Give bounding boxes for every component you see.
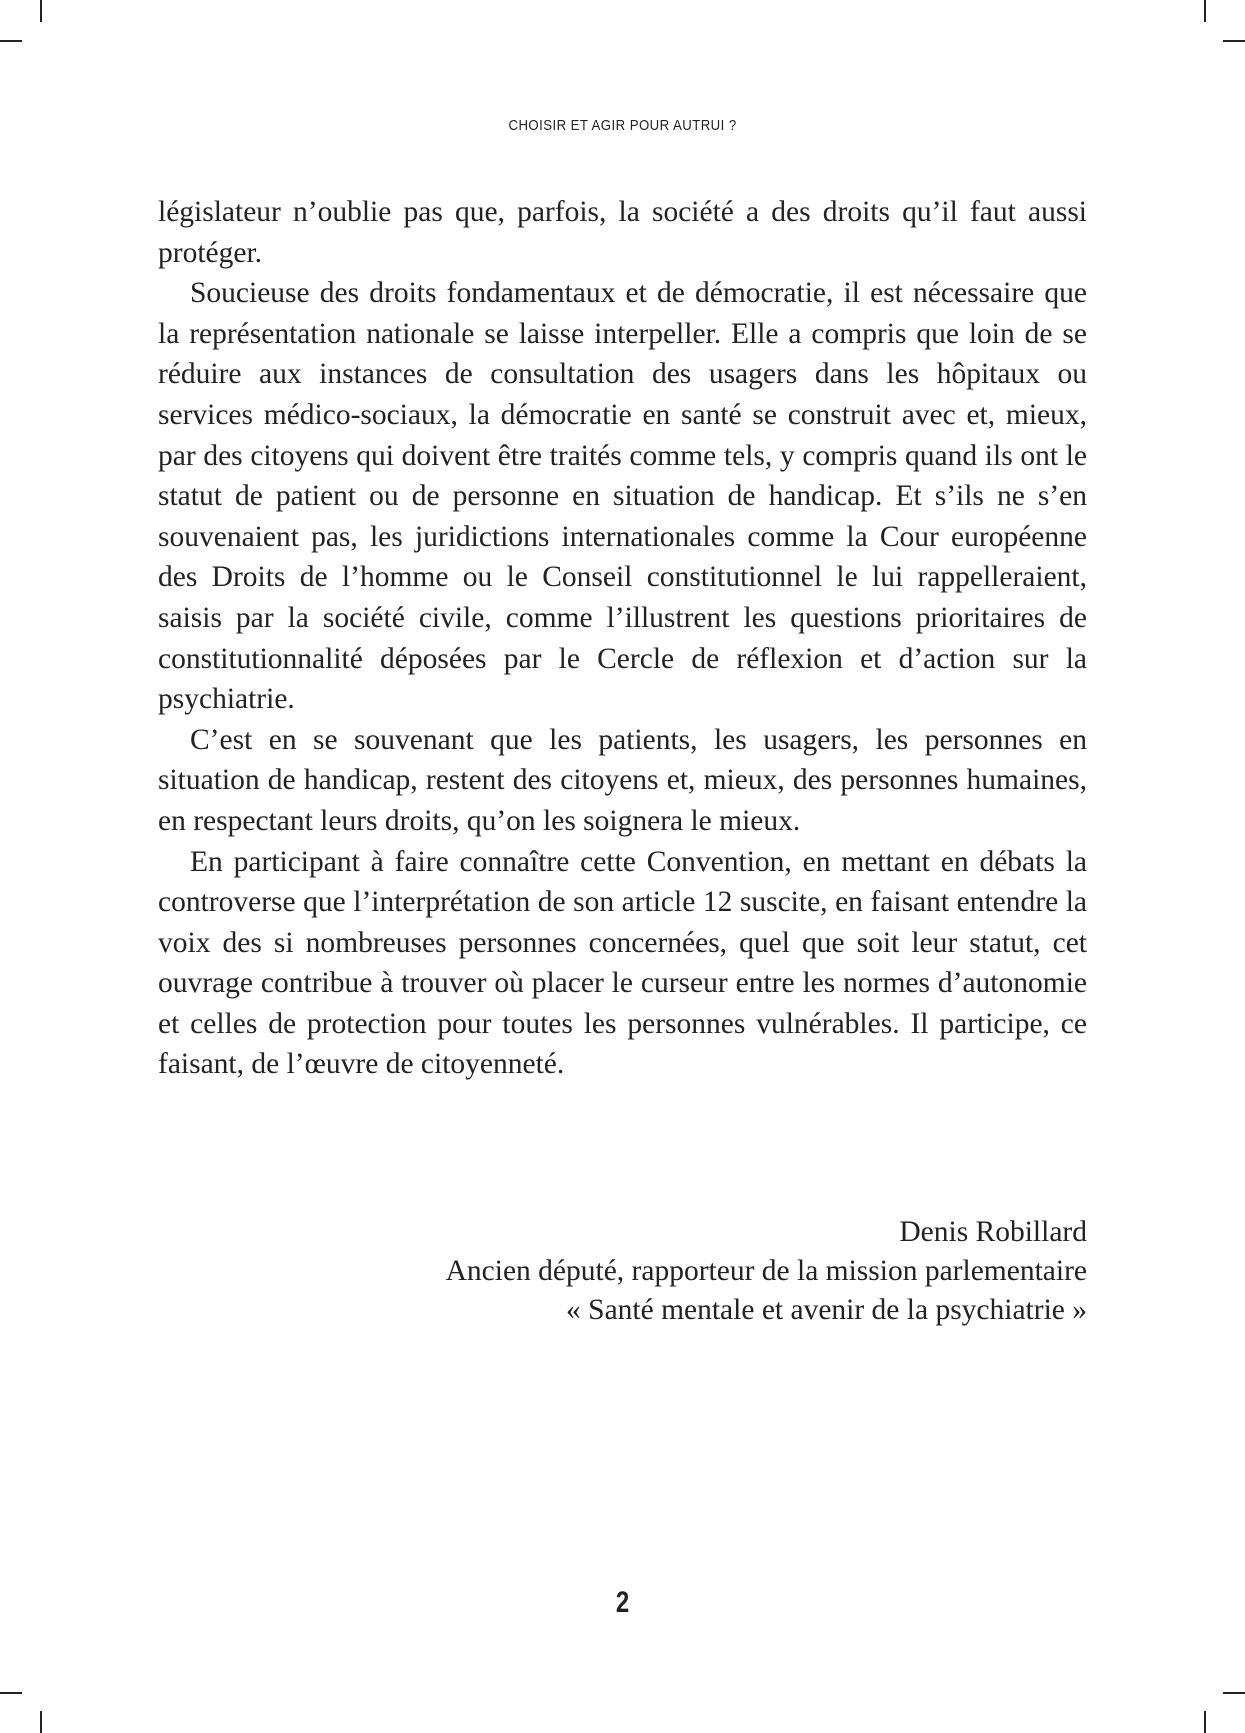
signature-role: Ancien député, rapporteur de la mission parlementaire: [445, 1255, 1087, 1287]
paragraph-continuation: législateur n’oublie pas que, parfois, la société a des droits qu’il faut aussi protéger.: [158, 196, 1087, 269]
crop-mark-bottom-left-vertical: [40, 1711, 42, 1733]
signature-block: [446, 1213, 1087, 1330]
crop-mark-bottom-right-horizontal: [1223, 1692, 1245, 1694]
page-number: 2: [615, 1586, 630, 1619]
crop-mark-bottom-left-horizontal: [0, 1692, 22, 1694]
crop-mark-top-right-horizontal: [1223, 40, 1245, 42]
signature-mission: « Santé mentale et avenir de la psychiatrie »: [566, 1294, 1087, 1326]
signature-name: Denis Robillard: [899, 1216, 1087, 1248]
paragraph: En participant à faire connaître cette Convention, en mettant en débats la controverse que l’interprétation de son article 12 suscite, en faisant entendre la voix des si nombreuses personnes concernées, quel que soit leur statut, cet ouvrage contribue à trouver où placer le curseur entre les normes d’autonomie et celles de protection pour toutes les personnes vulnérables. Il participe, ce faisant, de l’œuvre de citoyenneté.: [158, 845, 1087, 1081]
crop-mark-top-left-horizontal: [0, 40, 22, 42]
paragraph: Soucieuse des droits fondamentaux et de démocratie, il est nécessaire que la représentation nationale se laisse interpeller. Elle a compris que loin de se réduire aux instances de consultation des usagers dans les hôpitaux ou services médico-sociaux, la démocratie en santé se construit avec et, mieux, par des citoyens qui doivent être traités comme tels, y compris quand ils ont le statut de patient ou de personne en situation de handicap. Et s’ils ne s’en souvenaient pas, les juridictions internationales comme la Cour européenne des Droits de l’homme ou le Conseil constitutionnel le lui rappelleraient, saisis par la société civile, comme l’illustrent les questions prioritaires de constitutionnalité déposées par le Cercle de réflexion et d’action sur la psychiatrie.: [158, 277, 1087, 716]
crop-mark-bottom-right-vertical: [1204, 1711, 1206, 1733]
paragraph: C’est en se souvenant que les patients, les usagers, les personnes en situation de handicap, restent des citoyens et, mieux, des personnes humaines, en respectant leurs droits, qu’on les soignera le mieux.: [158, 723, 1087, 837]
body-text: [158, 192, 1087, 1085]
running-head: CHOISIR ET AGIR POUR AUTRUI ?: [508, 117, 737, 134]
crop-mark-top-right-vertical: [1204, 0, 1206, 22]
crop-mark-top-left-vertical: [40, 0, 42, 22]
